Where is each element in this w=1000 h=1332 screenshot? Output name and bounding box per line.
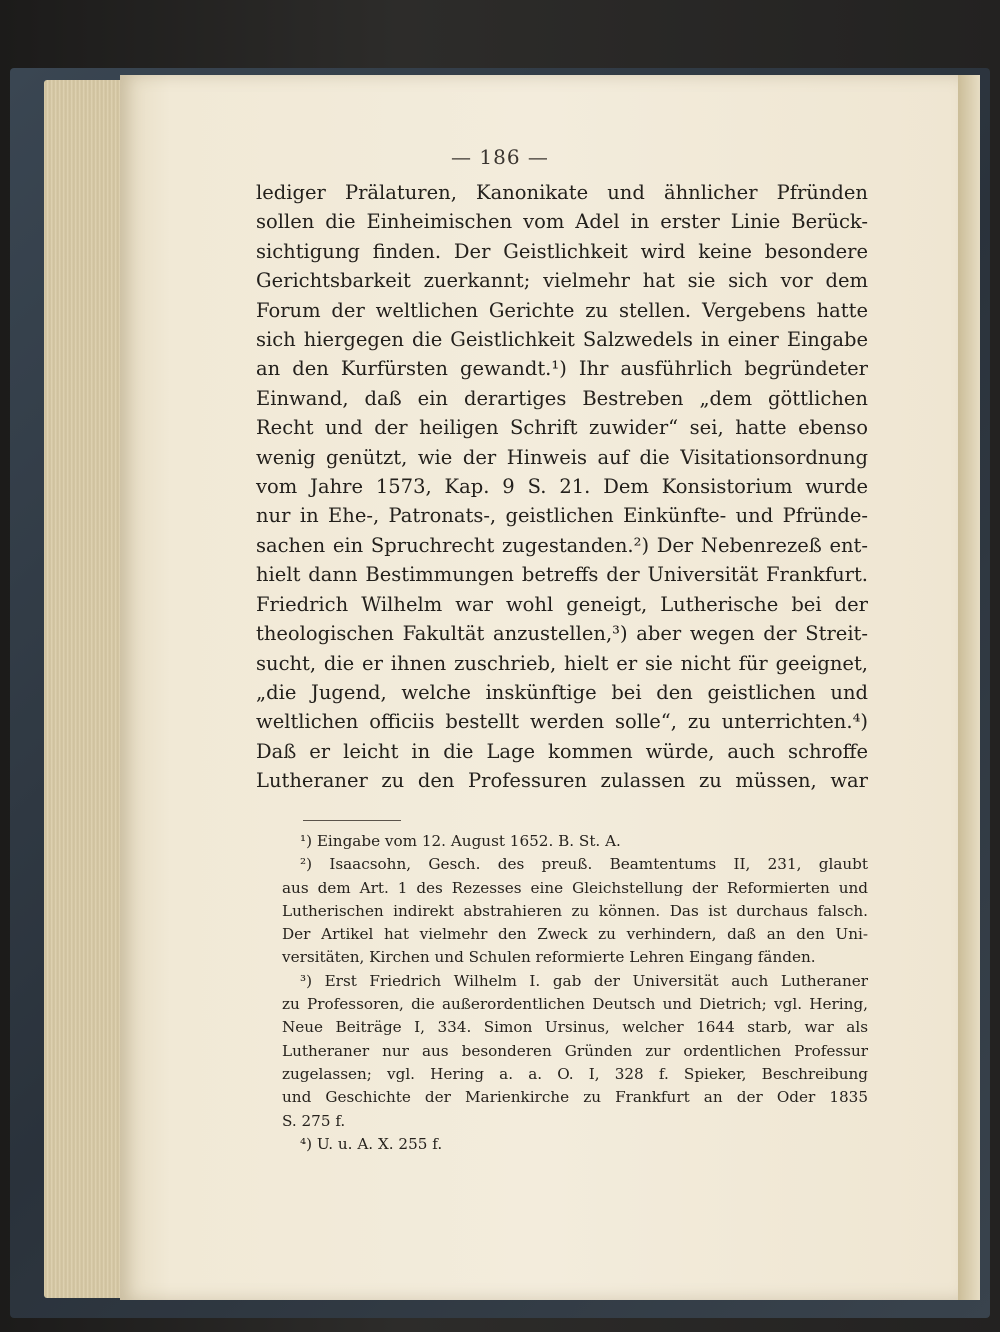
footnote-2 [282, 853, 868, 969]
footnote-line: versitäten, Kirchen und Schulen reformierte Lehren Eingang fänden. [282, 948, 816, 967]
body-line: lediger Prälaturen, Kanonikate und ähnlicher Pfründen [256, 181, 868, 204]
footnote-line: S. 275 f. [282, 1111, 346, 1130]
body-line: sollen die Einheimischen vom Adel in erster Linie Berück- [256, 210, 868, 234]
footnote-line: zu Professoren, die außerordentlichen Deutsch und Dietrich; vgl. Hering, [282, 995, 868, 1014]
body-line: nur in Ehe-, Patronats-, geistlichen Einkünfte- und Pfründe- [256, 504, 868, 528]
page-number: — 186 — [451, 145, 549, 169]
body-text [256, 178, 868, 796]
body-line: Recht und der heiligen Schrift zuwider“ sei, hatte ebenso [256, 416, 868, 440]
footnote-line: ³) Erst Friedrich Wilhelm I. gab der Universität auch Lutheraner [300, 971, 868, 990]
footnote-line: und Geschichte der Marienkirche zu Frankfurt an der Oder 1835 [282, 1088, 868, 1107]
body-line: sich hiergegen die Geistlichkeit Salzwedels in einer Eingabe [256, 328, 868, 352]
body-line: Einwand, daß ein derartiges Bestreben „dem göttlichen [256, 386, 868, 410]
body-line: hielt dann Bestimmungen betreffs der Universität Frankfurt. [256, 563, 868, 587]
facing-page-edge [958, 75, 980, 1300]
body-line: sichtigung finden. Der Geistlichkeit wird keine besondere [256, 239, 868, 263]
footnote-line: Der Artikel hat vielmehr den Zweck zu verhindern, daß an den Uni- [282, 925, 868, 944]
body-line: sucht, die er ihnen zuschrieb, hielt er sie nicht für geeignet, [256, 651, 868, 675]
footnote-line: zugelassen; vgl. Hering a. a. O. I, 328 f. Spieker, Beschreibung [282, 1064, 868, 1083]
body-line: sachen ein Spruchrecht zugestanden.²) Der Nebenrezeß ent- [256, 533, 868, 557]
body-line: vom Jahre 1573, Kap. 9 S. 21. Dem Konsistorium wurde [256, 475, 868, 499]
footnote-3 [282, 970, 868, 1133]
body-line: Lutheraner zu den Professuren zulassen zu müssen, war [256, 769, 868, 793]
body-line: theologischen Fakultät anzustellen,³) aber wegen der Streit- [256, 622, 868, 646]
footnote-line: Neue Beiträge I, 334. Simon Ursinus, welcher 1644 starb, war als [282, 1018, 868, 1037]
body-line: Daß er leicht in die Lage kommen würde, auch schroffe [256, 739, 868, 763]
body-line: an den Kurfürsten gewandt.¹) Ihr ausführlich begründeter [256, 357, 868, 381]
body-line: weltlichen officiis bestellt werden solle“, zu unterrichten.⁴) [256, 710, 868, 734]
page-edges [44, 80, 124, 1298]
footnote-4 [282, 1133, 868, 1156]
footnote-line: ²) Isaacsohn, Gesch. des preuß. Beamtentums II, 231, glaubt [300, 855, 868, 874]
footnote-divider [303, 820, 401, 821]
footnote-line: Lutherischen indirekt abstrahieren zu können. Das ist durchaus falsch. [282, 901, 868, 920]
footnote-line: aus dem Art. 1 des Rezesses eine Gleichstellung der Reformierten und [282, 878, 868, 897]
footnote-1 [282, 830, 868, 853]
footnotes [282, 830, 868, 1156]
body-line: Friedrich Wilhelm war wohl geneigt, Lutherische bei der [256, 592, 868, 616]
body-line: Forum der weltlichen Gerichte zu stellen. Vergebens hatte [256, 298, 868, 322]
body-line: „die Jugend, welche inskünftige bei den geistlichen und [256, 680, 868, 704]
footnote-line: Lutheraner nur aus besonderen Gründen zur ordentlichen Professur [282, 1041, 868, 1060]
footnote-line: ¹) Eingabe vom 12. August 1652. B. St. A. [300, 832, 621, 850]
body-line: wenig genützt, wie der Hinweis auf die Visitationsordnung [256, 445, 868, 469]
body-line: Gerichtsbarkeit zuerkannt; vielmehr hat sie sich vor dem [256, 269, 868, 293]
footnote-line: ⁴) U. u. A. X. 255 f. [300, 1134, 443, 1153]
